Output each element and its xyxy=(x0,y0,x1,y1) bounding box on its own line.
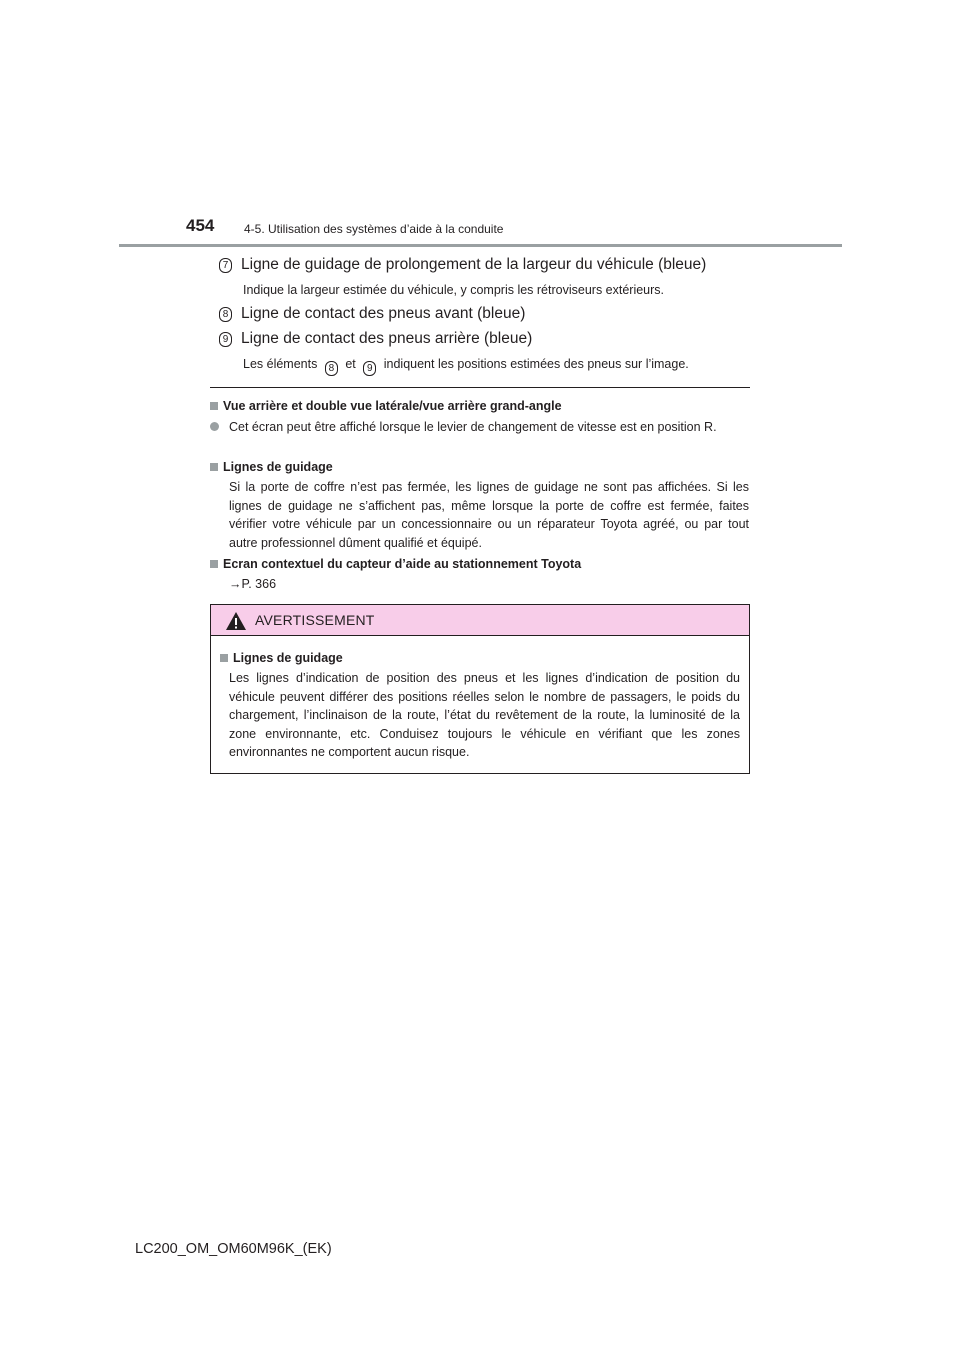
item-7 xyxy=(219,255,706,275)
item-9 xyxy=(219,329,532,349)
square-bullet-icon xyxy=(210,560,218,568)
items-note-middle: et xyxy=(345,357,356,371)
warning-header xyxy=(211,605,749,636)
note-heading-rear-view: Vue arrière et double vue latérale/vue arrière grand-angle xyxy=(210,398,562,415)
section-divider xyxy=(210,387,750,388)
item-9-title: Ligne de contact des pneus arrière (bleue) xyxy=(241,330,533,347)
note-text-guide-lines: Si la porte de coffre n’est pas fermée, les lignes de guidage ne sont pas affichées. Si les lignes de guidage ne s’affichent pas, même lorsque la porte de coffre est fermée, faites vérifier votre véhicule par un concessionnaire ou un réparateur Toyota agréé, ou par tout autre professionnel dûment qualifié et équipé. xyxy=(229,480,749,550)
section-title: 4-5. Utilisation des systèmes d’aide à la conduite xyxy=(244,222,504,236)
item-7-description: Indique la largeur estimée du véhicule, y compris les rétroviseurs extérieurs. xyxy=(243,283,665,297)
note-bullet-rear-view: Cet écran peut être affiché lorsque le levier de changement de vitesse est en position R. xyxy=(210,418,749,437)
round-bullet-icon xyxy=(210,422,219,431)
warning-subheading: Lignes de guidage xyxy=(220,650,343,667)
warning-triangle-icon xyxy=(225,611,247,631)
warning-text: Les lignes d’indication de position des pneus et les lignes d’indication de position du véhicule peuvent différer des positions réelles selon le nombre de passagers, le poids du chargement, l’inclinaison de la route, l’état du revêtement de la route, la luminosité de la zone environnante, etc. Conduisez toujours le véhicule en vérifiant que les zones environnantes ne comportent aucun risque. xyxy=(229,671,740,759)
warning-box xyxy=(210,604,750,774)
square-bullet-icon xyxy=(210,463,218,471)
item-7-number: 7 xyxy=(219,258,232,273)
item-7-title: Ligne de guidage de prolongement de la largeur du véhicule (bleue) xyxy=(241,256,707,273)
items-note-before: Les éléments xyxy=(243,357,318,371)
warning-title: AVERTISSEMENT xyxy=(255,612,375,628)
item-8-number: 8 xyxy=(219,307,232,322)
items-note xyxy=(243,356,689,376)
page-reference-link[interactable]: →P. 366 xyxy=(229,577,277,591)
note-heading-guide-lines: Lignes de guidage xyxy=(210,459,333,476)
square-bullet-icon xyxy=(210,402,218,410)
header-divider xyxy=(119,244,842,247)
items-note-ref-9: 9 xyxy=(363,361,376,376)
item-9-number: 9 xyxy=(219,332,232,347)
page-number: 454 xyxy=(186,216,215,235)
note-heading-parking-sensor: Ecran contextuel du capteur d’aide au stationnement Toyota xyxy=(210,556,581,573)
item-8 xyxy=(219,304,525,324)
square-bullet-icon xyxy=(220,654,228,662)
items-note-after: indiquent les positions estimées des pneus sur l’image. xyxy=(383,357,689,371)
items-note-ref-8: 8 xyxy=(325,361,338,376)
footer-document-code: LC200_OM_OM60M96K_(EK) xyxy=(135,1241,332,1257)
item-8-title: Ligne de contact des pneus avant (bleue) xyxy=(241,305,526,322)
